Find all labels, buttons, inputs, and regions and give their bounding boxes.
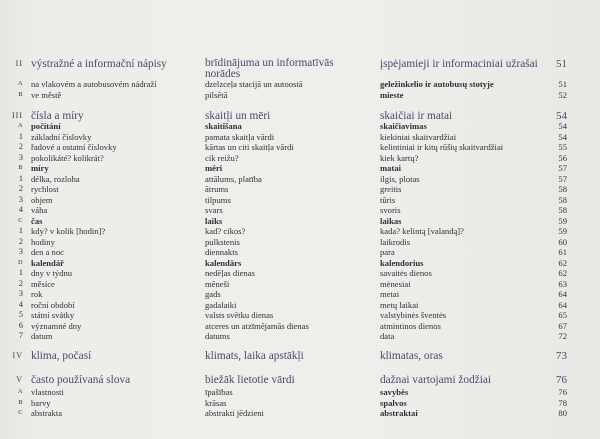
section-title-lt: dažnai vartojami žodžiai xyxy=(380,374,492,386)
entry-cz: řadové a ostatní číslovky xyxy=(31,142,117,152)
entry-number: 2 xyxy=(18,142,23,151)
entry-page: 60 xyxy=(558,236,567,247)
entry-row xyxy=(0,310,600,321)
entry-lv: īpašības xyxy=(205,387,233,397)
entry-lt: geležinkelio ir autobusų stotyje xyxy=(380,79,494,89)
entry-number: 1 xyxy=(18,268,23,277)
entry-number: A xyxy=(17,122,23,129)
entry-lv: pilsētā xyxy=(205,90,228,100)
entry-cz: pokolikáté? kolikrát? xyxy=(31,152,104,163)
entry-lv: kad? cikos? xyxy=(205,226,246,236)
entry-number: 3 xyxy=(18,194,23,204)
entry-lt: para xyxy=(380,247,395,257)
section-heading xyxy=(0,55,600,80)
entry-number: 1 xyxy=(18,173,23,183)
entry-lv: abstrakti jēdzieni xyxy=(205,408,264,418)
entry-row xyxy=(0,216,600,227)
entry-number: 1 xyxy=(18,131,23,141)
entry-number: B xyxy=(18,398,23,406)
section-number: V xyxy=(16,375,23,384)
entry-row xyxy=(0,387,600,398)
entry-lt: kalendorius xyxy=(380,257,424,268)
section-page: 73 xyxy=(556,350,567,362)
entry-lv: attālums, platība xyxy=(205,173,262,184)
entry-row xyxy=(0,300,600,311)
section-title-cz: čísla a míry xyxy=(31,110,84,122)
entry-page: 61 xyxy=(558,247,567,257)
entry-lv: mēri xyxy=(205,163,223,173)
entry-number: 4 xyxy=(18,299,23,309)
entry-lt: savaitės dienos xyxy=(380,268,432,278)
entry-cz: barvy xyxy=(31,397,51,408)
entry-cz: vlastnosti xyxy=(31,387,64,397)
entry-cz: rychlost xyxy=(31,184,59,194)
entry-page: 67 xyxy=(558,320,567,331)
entry-lv: krāsas xyxy=(205,397,227,408)
entry-page: 59 xyxy=(558,226,567,236)
section-number: III xyxy=(12,111,23,120)
entry-page: 58 xyxy=(558,194,567,205)
entry-number: 1 xyxy=(18,226,23,235)
entry-row xyxy=(0,153,600,164)
entry-row xyxy=(0,247,600,258)
entry-page: 80 xyxy=(558,408,567,418)
entry-number: 4 xyxy=(18,205,23,214)
entry-cz: významné dny xyxy=(31,320,82,331)
entry-cz: hodiny xyxy=(31,236,55,247)
entry-page: 54 xyxy=(558,121,567,131)
entry-number: A xyxy=(17,388,23,395)
entry-row xyxy=(0,184,600,195)
entry-lv: ātrums xyxy=(205,184,229,194)
entry-number: B xyxy=(18,91,23,98)
entry-number: 2 xyxy=(18,278,23,288)
entry-cz: roční období xyxy=(31,299,75,310)
section-title-cz: klima, počasí xyxy=(31,350,92,362)
section-title-cz: výstražné a informační nápisy xyxy=(31,58,167,70)
entry-lv: skaitīšana xyxy=(205,121,242,131)
section-title-lt: įspėjamieji ir informaciniai užrašai xyxy=(380,58,538,70)
entry-cz: na vlakovém a autobusovém nádraží xyxy=(31,79,157,89)
entry-cz: ve městě xyxy=(31,90,62,100)
entry-number: D xyxy=(17,258,23,266)
entry-lv: nedēļas dienas xyxy=(205,268,255,278)
entry-number: C xyxy=(18,409,23,416)
entry-number: C xyxy=(18,216,23,224)
entry-lt: tūris xyxy=(380,194,396,205)
entry-cz: státní svátky xyxy=(31,310,75,320)
entry-lv: mēneši xyxy=(205,278,230,289)
entry-row xyxy=(0,163,600,174)
entry-lt: kelintiniai ir kitų rūšių skaitvardžiai xyxy=(380,142,504,152)
entry-cz: kdy? v kolik [hodin]? xyxy=(31,226,106,236)
entry-row xyxy=(0,398,600,409)
entry-number: A xyxy=(17,80,23,87)
entry-row xyxy=(0,321,600,332)
section-number: II xyxy=(15,59,23,68)
entry-page: 62 xyxy=(558,257,567,268)
entry-lt: valstybinės šventės xyxy=(380,310,447,320)
section-title-cz: často používaná slova xyxy=(31,374,131,386)
entry-page: 56 xyxy=(558,152,567,163)
entry-row xyxy=(0,205,600,216)
entry-lt: greitis xyxy=(380,184,402,194)
entry-page: 72 xyxy=(558,331,567,341)
section-heading xyxy=(0,347,600,365)
entry-lv: pamata skaitļa vārdi xyxy=(205,131,275,142)
entry-cz: abstrakta xyxy=(31,408,63,418)
section-title-lv: skaitļi un mēri xyxy=(205,110,271,122)
entry-lt: savybės xyxy=(380,387,409,397)
entry-number: 6 xyxy=(18,320,23,330)
entry-row xyxy=(0,279,600,290)
entry-cz: rok xyxy=(31,289,43,299)
entry-cz: měsíce xyxy=(31,278,55,289)
entry-row xyxy=(0,121,600,132)
entry-page: 78 xyxy=(558,397,567,408)
entry-lt: ilgis, plotas xyxy=(380,173,420,184)
entry-cz: základní číslovky xyxy=(31,131,92,142)
entry-lv: kalendārs xyxy=(205,257,242,268)
entry-page: 55 xyxy=(558,142,567,152)
entry-number: 3 xyxy=(18,247,23,256)
entry-lv: gadalaiki xyxy=(205,299,237,310)
entry-cz: čas xyxy=(31,215,43,226)
entry-cz: počítání xyxy=(31,121,61,131)
entry-row xyxy=(0,90,600,101)
entry-page: 65 xyxy=(558,310,567,320)
entry-lt: kada? kelintą [valandą]? xyxy=(380,226,464,236)
entry-number: 2 xyxy=(18,184,23,193)
entry-page: 51 xyxy=(558,79,567,89)
entry-lv: laiks xyxy=(205,215,223,226)
entry-lv: tilpums xyxy=(205,194,231,205)
entry-lt: kiek kartų? xyxy=(380,152,419,163)
entry-lv: kārtas un citi skaitļa vārdi xyxy=(205,142,294,152)
section-title-lt: klimatas, oras xyxy=(380,350,443,362)
entry-row xyxy=(0,268,600,279)
entry-lv: valsts svētku dienas xyxy=(205,310,274,320)
entry-lv: svars xyxy=(205,205,223,215)
entry-number: B xyxy=(18,164,23,171)
entry-lv: dzelzceļa stacijā un autoostā xyxy=(205,79,303,89)
entry-row xyxy=(0,408,600,419)
entry-number: 3 xyxy=(18,289,23,298)
entry-lv: datums xyxy=(205,331,230,341)
entry-lt: metai xyxy=(380,289,400,299)
entry-cz: míry xyxy=(31,163,49,173)
section-page: 51 xyxy=(556,58,567,70)
entry-cz: kalendář xyxy=(31,257,64,268)
entry-lt: spalvos xyxy=(380,397,407,408)
entry-lt: metų laikai xyxy=(380,299,419,310)
section-page: 76 xyxy=(556,374,567,386)
entry-number: 5 xyxy=(18,310,23,319)
entry-row xyxy=(0,195,600,206)
entry-page: 58 xyxy=(558,184,567,194)
section-number: IV xyxy=(12,351,23,360)
entry-cz: datum xyxy=(31,331,53,341)
entry-lt: atmintinos dienos xyxy=(380,320,441,331)
entry-lt: data xyxy=(380,331,395,341)
entry-lt: abstraktai xyxy=(380,408,418,418)
entry-cz: délka, rozloha xyxy=(31,173,80,184)
entry-lv: atceres un atzīmējamās dienas xyxy=(205,320,309,331)
entry-lt: mėnesiai xyxy=(380,278,411,289)
entry-row xyxy=(0,174,600,185)
entry-page: 57 xyxy=(558,173,567,184)
entry-number: 3 xyxy=(18,152,23,162)
entry-lt: matai xyxy=(380,163,402,173)
entry-page: 64 xyxy=(558,299,567,310)
entry-page: 64 xyxy=(558,289,567,299)
entry-cz: váha xyxy=(31,205,48,215)
section-title-lv: biežāk lietotie vārdi xyxy=(205,374,295,386)
entry-page: 59 xyxy=(558,215,567,226)
entry-row xyxy=(0,237,600,248)
entry-lt: skaičiavimas xyxy=(380,121,427,131)
entry-row xyxy=(0,258,600,269)
entry-row xyxy=(0,132,600,143)
entry-page: 52 xyxy=(558,90,567,100)
entry-lv: gads xyxy=(205,289,221,299)
entry-page: 57 xyxy=(558,163,567,173)
entry-row xyxy=(0,79,600,90)
section-title-lt: skaičiai ir matai xyxy=(380,110,453,122)
entry-row xyxy=(0,142,600,153)
entry-row xyxy=(0,331,600,342)
entry-lv: diennakts xyxy=(205,247,238,257)
entry-row xyxy=(0,289,600,300)
entry-number: 7 xyxy=(18,331,23,340)
entry-lt: svoris xyxy=(380,205,401,215)
entry-page: 62 xyxy=(558,268,567,278)
entry-lt: kiekiniai skaitvardžiai xyxy=(380,131,457,142)
entry-row xyxy=(0,226,600,237)
section-page: 54 xyxy=(556,110,567,122)
entry-number: 2 xyxy=(18,236,23,246)
entry-lt: laikrodis xyxy=(380,236,411,247)
entry-cz: den a noc xyxy=(31,247,64,257)
entry-page: 54 xyxy=(558,131,567,142)
entry-cz: objem xyxy=(31,194,53,205)
entry-page: 63 xyxy=(558,278,567,289)
section-title-lv: brīdinājuma un informatīvās norādes xyxy=(205,57,334,80)
entry-lt: mieste xyxy=(380,90,404,100)
entry-lt: laikas xyxy=(380,215,402,226)
entry-page: 58 xyxy=(558,205,567,215)
entry-lv: pulkstenis xyxy=(205,236,240,247)
entry-cz: dny v týdnu xyxy=(31,268,73,278)
section-title-lv: klimats, laika apstākļi xyxy=(205,350,304,362)
entry-lv: cik reižu? xyxy=(205,152,239,163)
entry-page: 76 xyxy=(558,387,567,397)
